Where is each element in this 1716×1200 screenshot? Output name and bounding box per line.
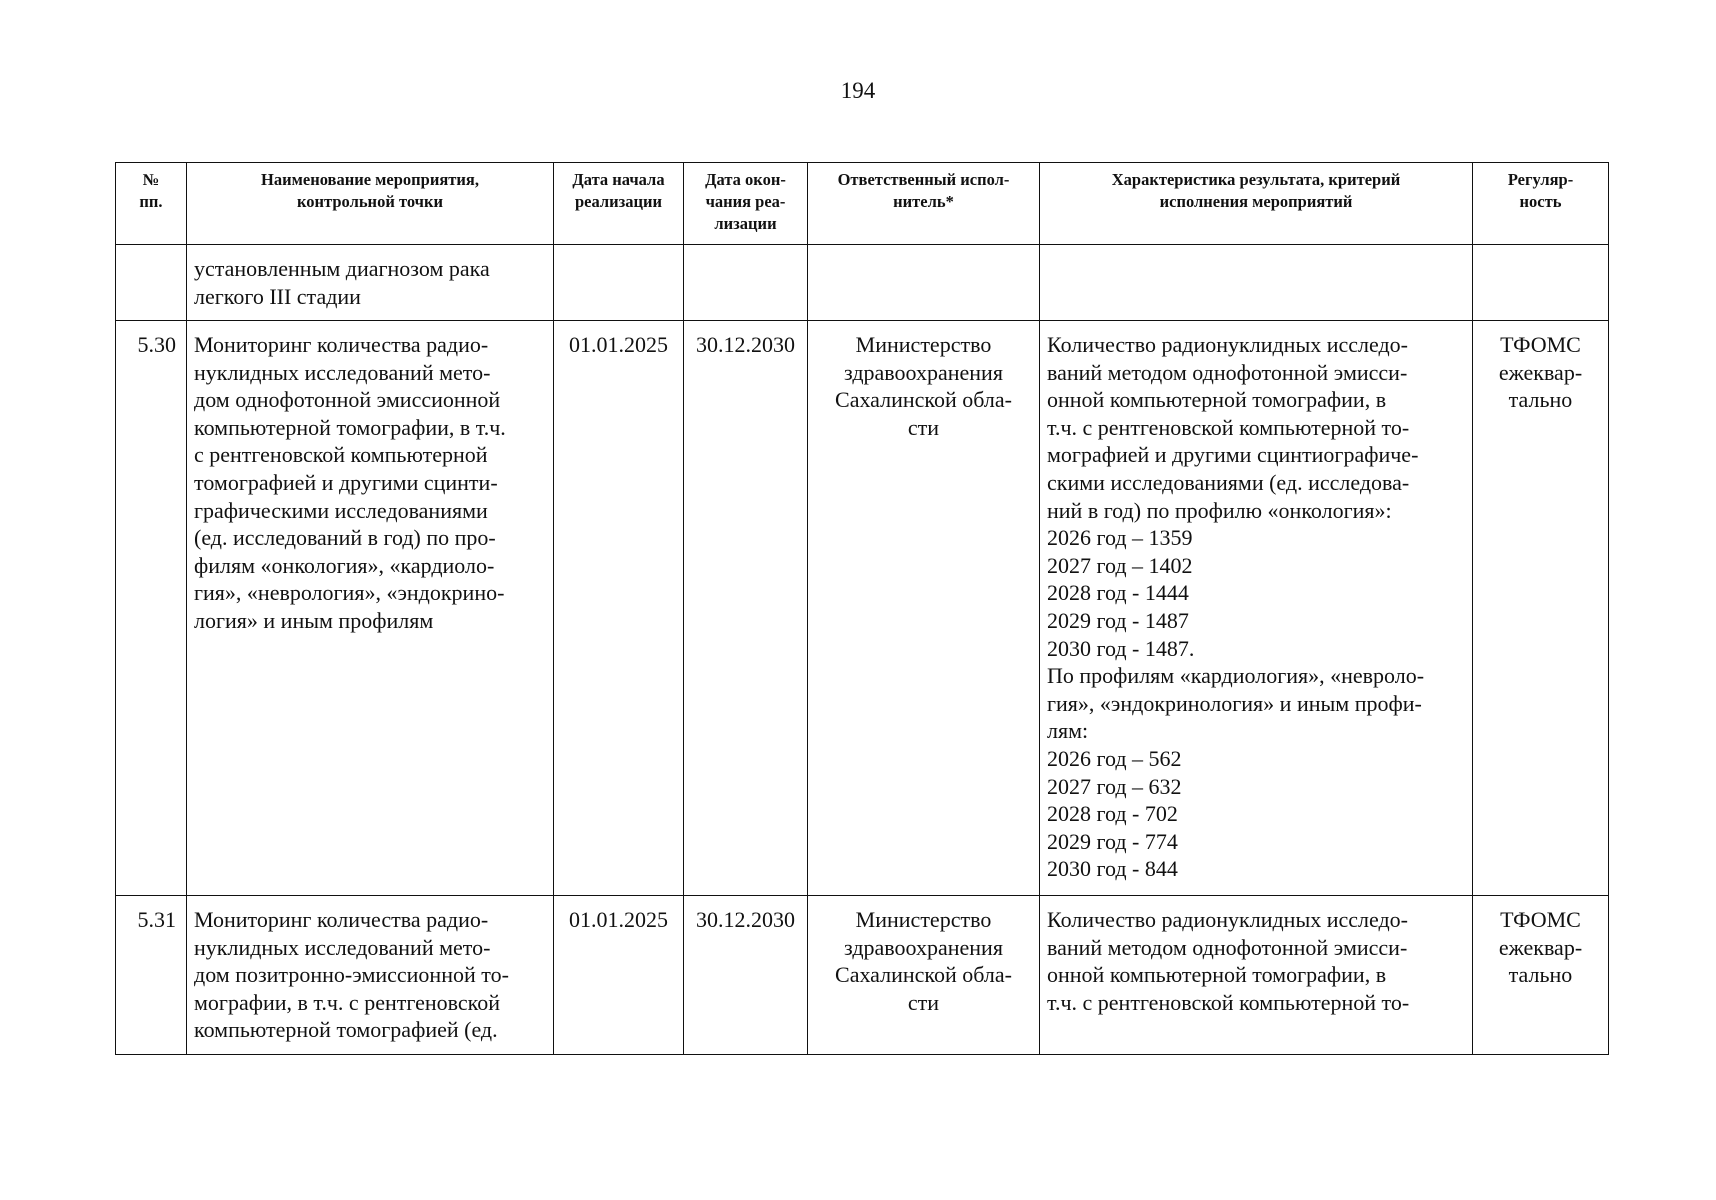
header-responsible: Ответственный испол- нитель*	[808, 163, 1040, 245]
cell-regularity: ТФОМС ежеквар- тально	[1473, 896, 1609, 1055]
table-row-5-31	[116, 896, 1609, 1055]
header-num: № пп.	[116, 163, 187, 245]
cell-start-date	[554, 245, 684, 321]
header-name: Наименование мероприятия, контрольной точки	[187, 163, 554, 245]
cell-num: 5.31	[116, 896, 187, 1055]
cell-end-date: 30.12.2030	[684, 896, 808, 1055]
cell-regularity: ТФОМС ежеквар- тально	[1473, 321, 1609, 896]
header-regularity: Регуляр- ность	[1473, 163, 1609, 245]
page-number: 194	[840, 78, 876, 103]
cell-result: Количество радионуклидных исследо- ваний методом однофотонной эмисси- онной компьютерной томографии, в т.ч. с рентгеновской компьютерной то-	[1040, 896, 1473, 1055]
measures-table	[115, 162, 1609, 1055]
cell-name: Мониторинг количества радио- нуклидных исследований мето- дом однофотонной эмиссионной компьютерной томографии, в т.ч. с рентгеновской компьютерной томографией и другими сцинти- графическими исследованиями (ед. исследований в год) по про- филям «онкология», «кардиоло- гия», «неврология», «эндокрино- логия» и иным профилям	[187, 321, 554, 896]
cell-end-date: 30.12.2030	[684, 321, 808, 896]
cell-num: 5.30	[116, 321, 187, 896]
header-result: Характеристика результата, критерий исполнения мероприятий	[1040, 163, 1473, 245]
cell-responsible: Министерство здравоохранения Сахалинской обла- сти	[808, 896, 1040, 1055]
header-end-date: Дата окон- чания реа- лизации	[684, 163, 808, 245]
cell-result	[1040, 245, 1473, 321]
table-row-5-30	[116, 321, 1609, 896]
cell-result: Количество радионуклидных исследо- ваний методом однофотонной эмисси- онной компьютерной томографии, в т.ч. с рентгеновской компьютерной то- мографией и другими сцинтиографиче- скими исследованиями (ед. исследова- ний в год) по профилю «онкология»: 2026 год – 1359 2027 год – 1402 2028 год - 1444 2029 год - 1487 2030 год - 1487. По профилям «кардиология», «невроло- гия», «эндокринология» и иным профи- лям: 2026 год – 562 2027 год – 632 2028 год - 702 2029 год - 774 2030 год - 844	[1040, 321, 1473, 896]
cell-num	[116, 245, 187, 321]
cell-responsible: Министерство здравоохранения Сахалинской обла- сти	[808, 321, 1040, 896]
cell-name: Мониторинг количества радио- нуклидных исследований мето- дом позитронно-эмиссионной то- мографии, в т.ч. с рентгеновской компьютерной томографией (ед.	[187, 896, 554, 1055]
header-start-date: Дата начала реализации	[554, 163, 684, 245]
cell-end-date	[684, 245, 808, 321]
cell-regularity	[1473, 245, 1609, 321]
cell-responsible	[808, 245, 1040, 321]
cell-start-date: 01.01.2025	[554, 321, 684, 896]
table-header-row	[116, 163, 1609, 245]
table-row-continuation	[116, 245, 1609, 321]
cell-name: установленным диагнозом рака легкого III стадии	[187, 245, 554, 321]
cell-start-date: 01.01.2025	[554, 896, 684, 1055]
